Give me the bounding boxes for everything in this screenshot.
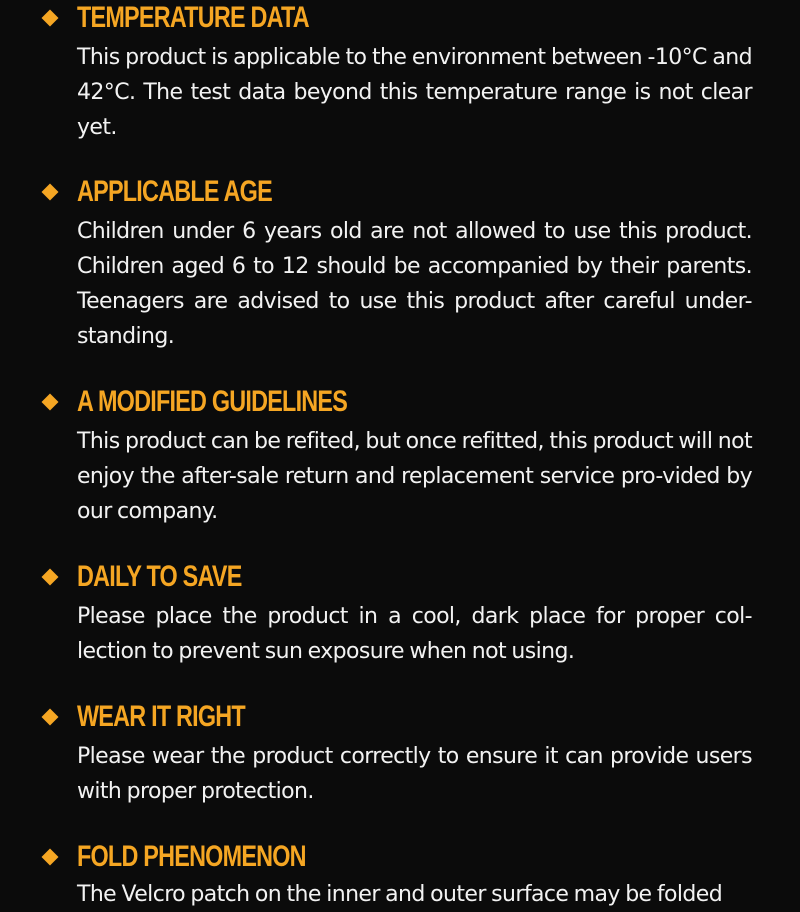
diamond-bullet-icon <box>42 569 59 586</box>
section-text: Please place the product in a cool, dark place for proper col-lection to prevent sun exposure when not using. <box>77 604 752 664</box>
section-title: FOLD PHENOMENON <box>77 840 306 873</box>
section-title: TEMPERATURE DATA <box>77 1 309 34</box>
section-title: WEAR IT RIGHT <box>77 700 245 733</box>
section-title: APPLICABLE AGE <box>77 175 272 208</box>
section-text: This product is applicable to the environment between -10°C and 42°C. The test data beyond this temperature range is not clear yet. <box>77 45 752 140</box>
section-title: A MODIFIED GUIDELINES <box>77 385 348 418</box>
diamond-bullet-icon <box>42 184 59 201</box>
diamond-bullet-icon <box>42 10 59 27</box>
section-title: DAILY TO SAVE <box>77 560 242 593</box>
section-text: Children under 6 years old are not allowed to use this product. Children aged 6 to 12 should be accompanied by their parents. Teenagers are advised to use this product after careful under-standing. <box>77 219 752 349</box>
diamond-bullet-icon <box>42 394 59 411</box>
section-text: Please wear the product correctly to ensure it can provide users with proper protection. <box>77 744 752 804</box>
section-text: The Velcro patch on the inner and outer surface may be folded <box>77 882 723 907</box>
section-text: This product can be refited, but once refitted, this product will not enjoy the after-sale return and replacement service pro-vided by our company. <box>77 429 752 524</box>
diamond-bullet-icon <box>42 709 59 726</box>
diamond-bullet-icon <box>42 849 59 866</box>
